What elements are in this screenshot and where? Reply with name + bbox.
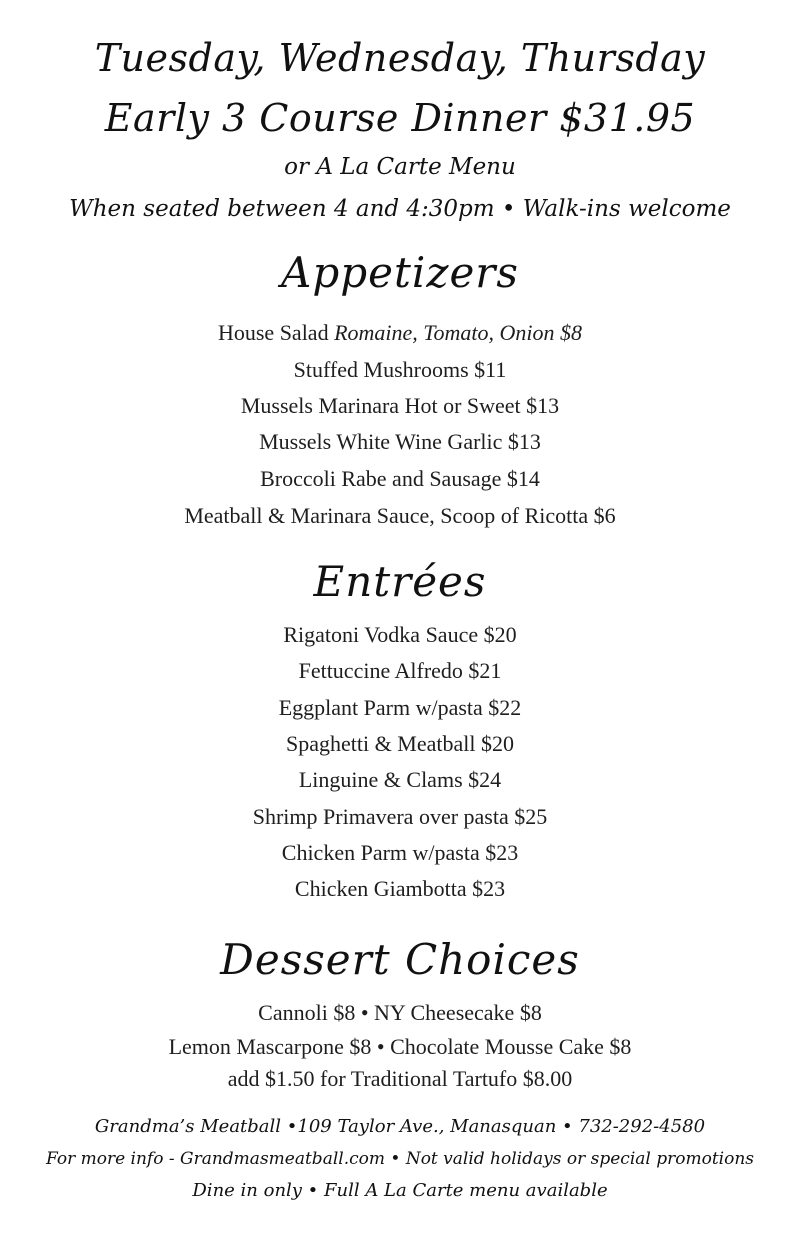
days-heading: Tuesday, Wednesday, Thursday — [94, 36, 706, 80]
dessert-line: Cannoli $8 • NY Cheesecake $8 — [258, 1000, 542, 1025]
seating-note: When seated between 4 and 4:30pm • Walk-ins welcome — [69, 196, 731, 222]
dessert-line: Lemon Mascarpone $8 • Chocolate Mousse Cake $8 — [168, 1034, 632, 1059]
item-description: Romaine, Tomato, Onion $8 — [334, 320, 582, 345]
menu-item: Eggplant Parm w/pasta $22 — [278, 695, 522, 720]
menu-item: Linguine & Clams $24 — [298, 767, 502, 792]
menu-item: Stuffed Mushrooms $11 — [293, 357, 507, 382]
item-name: House Salad — [217, 320, 335, 345]
menu-item: Shrimp Primavera over pasta $25 — [252, 804, 548, 829]
menu-item-house-salad — [0, 320, 800, 346]
dessert-title: Dessert Choices — [220, 935, 580, 984]
a-la-carte-subheading: or A La Carte Menu — [284, 154, 516, 180]
menu-item: Spaghetti & Meatball $20 — [286, 731, 514, 756]
footer-info: For more info - Grandmasmeatball.com • Not valid holidays or special promotions — [45, 1149, 755, 1169]
footer-contact: Grandma’s Meatball •109 Taylor Ave., Manasquan • 732-292-4580 — [94, 1116, 706, 1137]
offer-heading: Early 3 Course Dinner $31.95 — [104, 96, 696, 140]
menu-item: Mussels White Wine Garlic $13 — [259, 429, 541, 454]
dessert-line: add $1.50 for Traditional Tartufo $8.00 — [227, 1066, 573, 1091]
entrees-title: Entrées — [313, 557, 487, 606]
menu-item: Meatball & Marinara Sauce, Scoop of Ricotta $6 — [184, 503, 616, 528]
menu-item: Fettuccine Alfredo $21 — [298, 658, 502, 683]
menu-item: Broccoli Rabe and Sausage $14 — [260, 466, 540, 491]
footer-note: Dine in only • Full A La Carte menu available — [192, 1180, 608, 1201]
menu-item: Chicken Parm w/pasta $23 — [281, 840, 519, 865]
menu-item: Rigatoni Vodka Sauce $20 — [283, 622, 517, 647]
appetizers-title: Appetizers — [281, 248, 519, 297]
menu-item: Mussels Marinara Hot or Sweet $13 — [240, 393, 560, 418]
menu-item: Chicken Giambotta $23 — [294, 876, 506, 901]
